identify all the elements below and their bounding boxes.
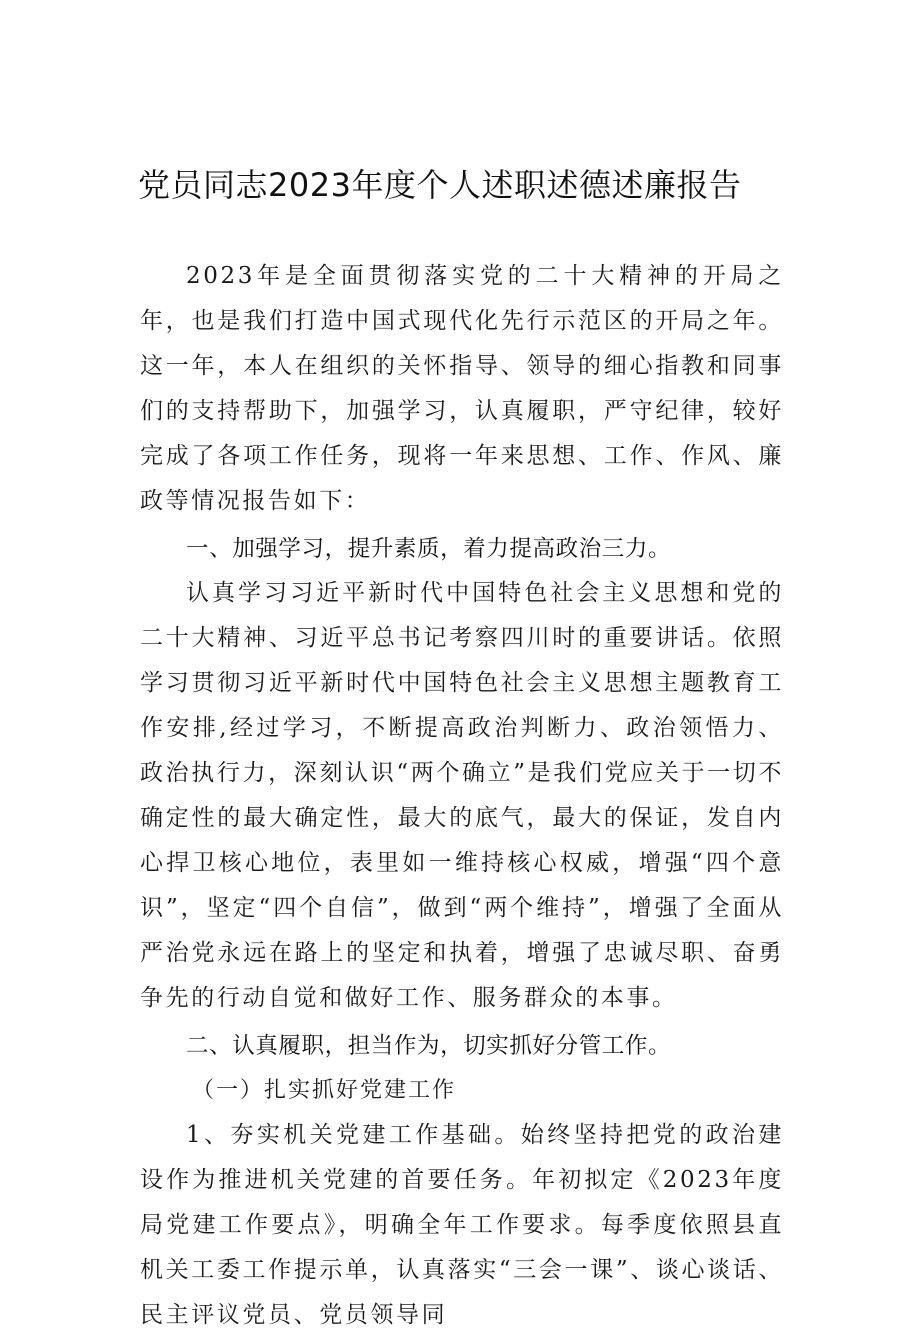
section-1-paragraph: 认真学习习近平新时代中国特色社会主义思想和党的二十大精神、习近平总书记考察四川时的重要讲话。依照学习贯彻习近平新时代中国特色社会主义思想主题教育工作安排,经过学习，不断提高政治判断力、政治领悟力、政治执行力，深刻认识“两个确立”是我们党应关于一切不确定性的最大确定性，最大的底气，最大的保证，发自内心捍卫核心地位，表里如一维持核心权威，增强“四个意识”，坚定“四个自信”，做到“两个维持”，增强了全面从严治党永远在路上的坚定和执着，增强了忠诚尽职、奋勇争先的行动自觉和做好工作、服务群众的本事。 (140, 580, 784, 1011)
section-2-subheading: （一）扎实抓好党建工作 (192, 1078, 457, 1103)
section-1-heading: 一、加强学习，提升素质，着力提高政治三力。 (186, 536, 672, 562)
document-body (140, 254, 784, 1338)
intro-paragraph: 2023年是全面贯彻落实党的二十大精神的开局之年，也是我们打造中国式现代化先行示范区的开局之年。这一年，本人在组织的关怀指导、领导的细心指教和同事们的支持帮助下，加强学习，认真履职，严守纪律，较好完成了各项工作任务，现将一年来思想、工作、作风、廉政等情况报告如下： (140, 263, 784, 514)
section-2-heading: 二、认真履职，担当作为，切实抓好分管工作。 (186, 1033, 672, 1059)
section-2-item-1-paragraph: 1、夯实机关党建工作基础。始终坚持把党的政治建设作为推进机关党建的首要任务。年初拟定《2023年度局党建工作要点》，明确全年工作要求。每季度依照县直机关工委工作提示单，认真落实“三会一课”、谈心谈话、民主评议党员、党员领导同 (140, 1122, 784, 1328)
document-title: 党员同志2023年度个人述职述德述廉报告 (138, 166, 742, 204)
